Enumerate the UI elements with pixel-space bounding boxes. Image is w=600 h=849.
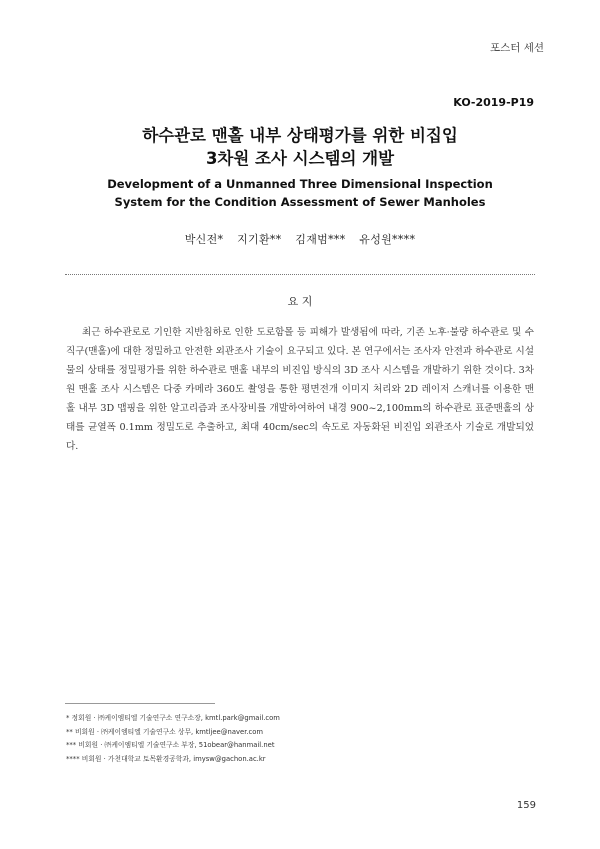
footnote: * 정회원 · ㈜케이엠티엘 기술연구소 연구소장, kmtl.park@gmail.com xyxy=(66,714,280,722)
author-name: 박신전* xyxy=(184,233,224,246)
english-title-line-2: System for the Condition Assessment of Sewer Manholes xyxy=(114,195,486,209)
author-name: 유성원**** xyxy=(359,233,416,246)
footnote-divider xyxy=(65,703,215,704)
section-divider xyxy=(65,274,535,275)
footnotes xyxy=(66,712,536,766)
abstract-body: 최근 하수관로로 기인한 지반침하로 인한 도로함몰 등 피해가 발생됨에 따라, 기존 노후·불량 하수관로 및 수직구(맨홀)에 대한 정밀하고 안전한 외관조사 기술이 요구되고 있다. 본 연구에서는 조사자 안전과 하수관로 시설물의 상태를 정밀평가를 위한 하수관로 맨홀 내부의 비진입 방식의 3D 조사 시스템을 개발하기 위한 것이다. 3차원 맨홀 조사 시스템은 다중 카메라 360도 촬영을 통한 평면전개 이미지 처리와 2D 레이저 스캐너를 이용한 맨홀 내부 3D 맵핑을 위한 알고리즘과 조사장비를 개발하여하여 내경 900~2,100mm의 하수관로 표준맨홀의 상태를 균열폭 0.1mm 정밀도로 추출하고, 최대 40cm/sec의 속도로 자동화된 비진입 외관조사 기술로 개발되었다. xyxy=(66,327,535,452)
paper-code: KO-2019-P19 xyxy=(453,96,534,109)
english-title-line-1: Development of a Unmanned Three Dimensional Inspection xyxy=(107,177,493,191)
abstract-heading: 요 지 xyxy=(287,295,313,308)
korean-title-line-1: 하수관로 맨홀 내부 상태평가를 위한 비집입 xyxy=(142,126,458,145)
author-name: 지기환** xyxy=(237,233,282,246)
author-list xyxy=(0,231,600,247)
english-title xyxy=(0,175,600,211)
footnote: ** 비회원 · ㈜케이엠티엘 기술연구소 상무, kmtljee@naver.com xyxy=(66,727,264,736)
korean-title xyxy=(0,124,600,170)
footnote: *** 비회원 · ㈜케이엠티엘 기술연구소 부장, 51obear@hanmail.net xyxy=(66,741,275,749)
footnote: **** 비회원 · 가천대학교 토목환경공학과, imysw@gachon.ac.kr xyxy=(66,754,266,763)
korean-title-line-2: 3차원 조사 시스템의 개발 xyxy=(205,149,395,168)
section-label: 포스터 세션 xyxy=(489,42,544,54)
author-name: 김재범*** xyxy=(295,233,346,246)
page-number: 159 xyxy=(516,800,536,811)
